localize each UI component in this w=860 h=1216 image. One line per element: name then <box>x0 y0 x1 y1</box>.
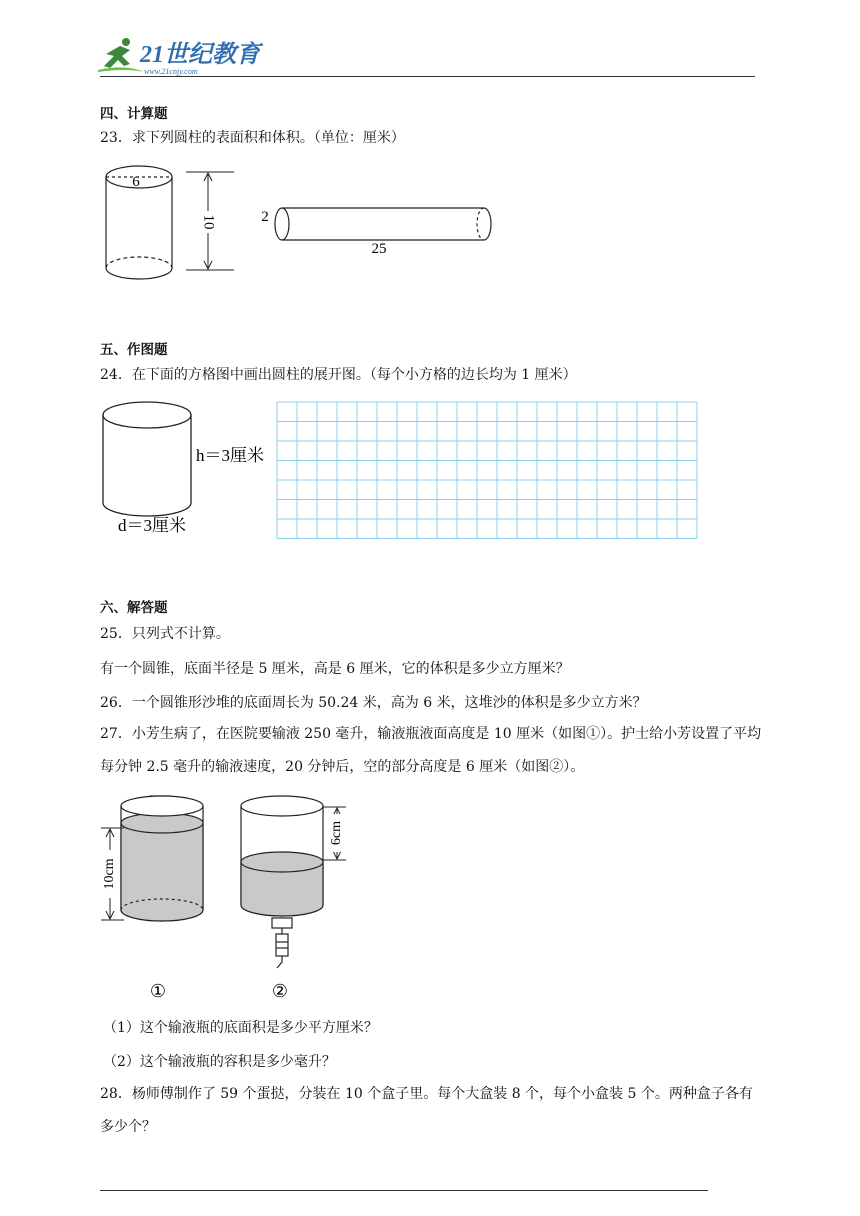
fig1-diameter-label: 6 <box>132 174 140 190</box>
question-27: 27．小芳生病了，在医院要输液 250 毫升，输液瓶液面高度是 10 厘米（如图①）。护士给小芳设置了平均每分钟 2.5 毫升的输液速度，20 分钟后，空的部分高度是 6 厘米（如图②）。 <box>100 726 762 775</box>
fig2-diameter-label: 2 <box>261 209 269 225</box>
horizontal-cylinder <box>275 208 491 240</box>
drawing-grid <box>276 401 698 539</box>
question-26: 26．一个圆锥形沙堆的底面周长为 50.24 米，高为 6 米，这堆沙的体积是多少立方米？ <box>100 695 647 711</box>
q27-iv-bottles-figure <box>100 792 360 1004</box>
header-rule <box>100 76 755 77</box>
logo-url-text: www.21cnjy.com <box>144 67 198 76</box>
question-27-sub-2: （2）这个输液瓶的容积是多少毫升？ <box>103 1054 336 1070</box>
fig2-height-label: 6cm <box>329 820 345 846</box>
site-logo <box>96 34 266 78</box>
logo-text: 21世纪教育 <box>140 42 260 68</box>
fig1-height-label: 10 <box>200 214 217 230</box>
section-heading-6: 六、解答题 <box>100 600 168 616</box>
fig1-caption: ① <box>149 981 167 1001</box>
question-24: 24．在下面的方格图中画出圆柱的展开图。（每个小方格的边长均为 1 厘米） <box>100 367 577 383</box>
question-25-text: 有一个圆锥，底面半径是 5 厘米，高是 6 厘米，它的体积是多少立方厘米？ <box>100 661 570 677</box>
fig1-height-label: 10cm <box>102 858 118 890</box>
diameter-label: d＝3厘米 <box>118 516 186 535</box>
iv-bottle-1 <box>121 796 203 921</box>
iv-bottle-2 <box>241 796 323 968</box>
q23-cylinders-figure <box>100 155 520 280</box>
fig2-caption: ② <box>271 981 289 1001</box>
section-heading-4: 四、计算题 <box>100 106 168 122</box>
runner-logo-icon <box>96 34 266 78</box>
fig2-length-label: 25 <box>371 241 387 257</box>
question-25-intro: 25．只列式不计算。 <box>100 626 230 642</box>
section-heading-5: 五、作图题 <box>100 342 168 358</box>
question-27-sub-1: （1）这个输液瓶的底面积是多少平方厘米？ <box>103 1020 378 1036</box>
question-28: 28．杨师傅制作了 59 个蛋挞，分装在 10 个盒子里。每个大盒装 8 个，每个小盒装 5 个。两种盒子各有多少个？ <box>100 1086 753 1135</box>
question-23: 23．求下列圆柱的表面积和体积。（单位：厘米） <box>100 130 405 146</box>
footer-rule <box>100 1190 708 1191</box>
q24-cylinder-figure <box>100 395 280 540</box>
height-label: h＝3厘米 <box>196 446 264 465</box>
liquid-1 <box>121 823 203 921</box>
